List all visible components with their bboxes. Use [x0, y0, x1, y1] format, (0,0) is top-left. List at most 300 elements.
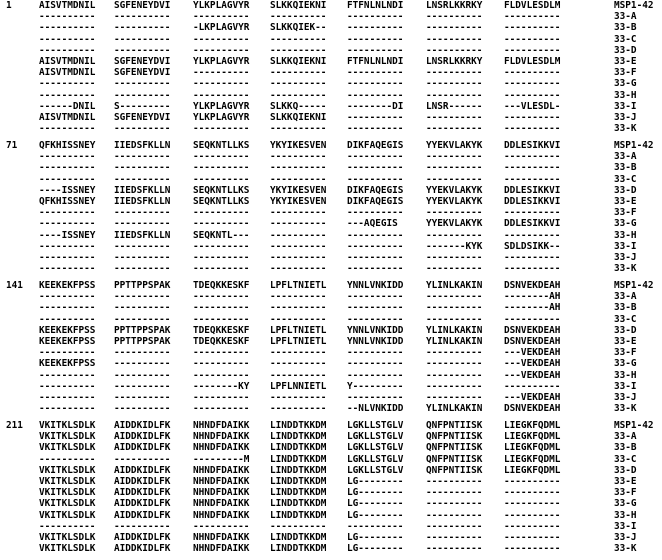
- alignment-row: [0, 521, 662, 532]
- sequence-segment: ----------: [193, 44, 250, 56]
- sequence-segment: ----------: [39, 369, 96, 381]
- sequence-segment: ----ISSNEY: [39, 184, 96, 196]
- sequence-segment: YYEKVLAKYK: [426, 184, 483, 196]
- sequence-segment: IIEDSFKLLN: [114, 196, 171, 207]
- sequence-segment: LINDDTKKDM: [270, 442, 327, 454]
- sequence-segment: ----------: [193, 11, 250, 23]
- sequence-segment: S---------: [114, 100, 171, 112]
- sequence-segment: ----------: [39, 162, 96, 174]
- sequence-segment: ----------: [39, 22, 96, 34]
- sequence-segment: ----------: [270, 263, 327, 275]
- sequence-segment: ----------: [39, 123, 96, 135]
- sequence-segment: ----------: [114, 291, 171, 303]
- sequence-segment: ----------: [270, 291, 327, 303]
- sequence-segment: -------KYK: [426, 240, 483, 252]
- sequence-segment: NHNDFDAIKK: [193, 509, 250, 521]
- sequence-segment: YNNLVNKIDD: [347, 336, 404, 347]
- sequence-segment: YNNLVNKIDD: [347, 324, 404, 336]
- sequence-segment: DIKFAQEGIS: [347, 196, 404, 207]
- sequence-segment: ----------: [114, 218, 171, 230]
- sequence-segment: LINDDTKKDM: [270, 453, 327, 465]
- sequence-name: 33-H: [614, 509, 637, 521]
- sequence-segment: ----------: [347, 392, 404, 403]
- alignment-row: [0, 22, 662, 33]
- sequence-segment: ----------: [426, 151, 483, 163]
- residue-position-label: 1: [6, 0, 12, 11]
- sequence-segment: ----------: [347, 112, 404, 123]
- sequence-segment: ----------: [347, 89, 404, 101]
- sequence-segment: ----------: [426, 302, 483, 314]
- sequence-segment: AISVTMDNIL: [39, 112, 96, 123]
- sequence-segment: AIDDKIDLFK: [114, 487, 171, 499]
- sequence-name: 33-C: [614, 173, 637, 185]
- sequence-name: 33-G: [614, 498, 637, 510]
- sequence-segment: ----------: [504, 33, 561, 45]
- sequence-segment: ----------: [193, 207, 250, 219]
- sequence-segment: ----------: [347, 240, 404, 252]
- sequence-segment: ----------: [347, 151, 404, 163]
- sequence-segment: --------AH: [504, 302, 561, 314]
- alignment-row: [0, 230, 662, 241]
- sequence-segment: LINDDTKKDM: [270, 487, 327, 499]
- sequence-name: 33-I: [614, 100, 637, 112]
- sequence-segment: ----------: [270, 207, 327, 219]
- sequence-segment: ----------: [504, 229, 561, 241]
- sequence-name: 33-E: [614, 56, 637, 67]
- alignment-row: [0, 370, 662, 381]
- sequence-segment: NHNDFDAIKK: [193, 532, 250, 543]
- sequence-segment: YLINLKAKIN: [426, 280, 483, 291]
- alignment-row: [0, 90, 662, 101]
- sequence-segment: ----------: [270, 313, 327, 325]
- sequence-segment: ----------: [504, 67, 561, 79]
- sequence-segment: NHNDFDAIKK: [193, 442, 250, 454]
- sequence-name: 33-E: [614, 336, 637, 347]
- sequence-segment: SGFENEYDVI: [114, 112, 171, 123]
- sequence-name: 33-C: [614, 33, 637, 45]
- sequence-segment: ---AQEGIS: [347, 218, 398, 230]
- sequence-segment: YKYIKESVEN: [270, 184, 327, 196]
- sequence-segment: ----------: [347, 123, 404, 135]
- sequence-segment: ----------: [504, 487, 561, 499]
- sequence-segment: ----------: [39, 207, 96, 219]
- sequence-segment: ----------: [347, 291, 404, 303]
- sequence-segment: ----------: [426, 476, 483, 487]
- sequence-segment: ----------: [270, 240, 327, 252]
- sequence-segment: LINDDTKKDM: [270, 431, 327, 443]
- sequence-segment: ----------: [39, 252, 96, 263]
- sequence-segment: LNSRLKKRKY: [426, 0, 483, 11]
- sequence-segment: ---VLESDL-: [504, 100, 561, 112]
- alignment-row: [0, 291, 662, 302]
- sequence-segment: ----------: [504, 11, 561, 23]
- sequence-segment: AIDDKIDLFK: [114, 532, 171, 543]
- sequence-segment: -LKPLAGVYR: [193, 22, 250, 34]
- sequence-segment: ----------: [426, 162, 483, 174]
- sequence-segment: ----------: [193, 33, 250, 45]
- sequence-name: 33-C: [614, 313, 637, 325]
- sequence-segment: SEQKNTL---: [193, 229, 250, 241]
- sequence-segment: LIEGKFQDML: [504, 431, 561, 443]
- sequence-segment: SLKKQ-----: [270, 100, 327, 112]
- sequence-segment: VKITKLSDLK: [39, 464, 96, 476]
- sequence-segment: NHNDFDAIKK: [193, 543, 250, 555]
- sequence-segment: ----------: [426, 89, 483, 101]
- sequence-segment: YKYIKESVEN: [270, 196, 327, 207]
- sequence-segment: ----------: [504, 112, 561, 123]
- sequence-segment: ----------: [114, 358, 171, 370]
- sequence-segment: NHNDFDAIKK: [193, 420, 250, 431]
- sequence-segment: LPFLTNIETL: [270, 280, 327, 291]
- sequence-segment: ----------: [114, 369, 171, 381]
- sequence-segment: ----------: [114, 44, 171, 56]
- sequence-segment: SLKKQIEKNI: [270, 0, 327, 11]
- sequence-name: 33-F: [614, 487, 637, 499]
- sequence-segment: NHNDFDAIKK: [193, 487, 250, 499]
- sequence-name: 33-H: [614, 369, 637, 381]
- alignment-row: [0, 196, 662, 207]
- sequence-segment: VKITKLSDLK: [39, 442, 96, 454]
- sequence-name: 33-E: [614, 476, 637, 487]
- sequence-segment: DDLESIKKVI: [504, 218, 561, 230]
- sequence-segment: PPTTPPSPAK: [114, 280, 171, 291]
- sequence-segment: QNFPNTIISK: [426, 442, 483, 454]
- alignment-row: [0, 11, 662, 22]
- sequence-segment: ----------: [270, 302, 327, 314]
- sequence-segment: ----------: [426, 487, 483, 499]
- sequence-segment: AIDDKIDLFK: [114, 509, 171, 521]
- sequence-segment: AIDDKIDLFK: [114, 420, 171, 431]
- sequence-segment: YYEKVLAKYK: [426, 196, 483, 207]
- sequence-segment: LGKLLSTGLV: [347, 453, 404, 465]
- sequence-segment: ----------: [347, 252, 404, 263]
- sequence-name: 33-I: [614, 520, 637, 532]
- sequence-segment: ----------: [426, 11, 483, 23]
- alignment-row: [0, 0, 662, 11]
- sequence-segment: VKITKLSDLK: [39, 532, 96, 543]
- sequence-segment: ----------: [426, 207, 483, 219]
- sequence-segment: QNFPNTIISK: [426, 431, 483, 443]
- sequence-segment: QNFPNTIISK: [426, 464, 483, 476]
- sequence-name: 33-K: [614, 123, 637, 135]
- sequence-segment: ----------: [39, 11, 96, 23]
- sequence-segment: ----------: [426, 44, 483, 56]
- sequence-segment: ----------: [114, 22, 171, 34]
- sequence-segment: ----------: [114, 78, 171, 90]
- sequence-segment: ----------: [347, 44, 404, 56]
- sequence-segment: ----------: [426, 22, 483, 34]
- sequence-segment: ----------: [347, 369, 404, 381]
- sequence-segment: ----------: [270, 520, 327, 532]
- sequence-segment: IIEDSFKLLN: [114, 184, 171, 196]
- sequence-segment: ----------: [193, 78, 250, 90]
- sequence-segment: FLDVLESDLM: [504, 56, 561, 67]
- sequence-segment: KEEKEKFPSS: [39, 280, 96, 291]
- sequence-segment: ----------: [193, 302, 250, 314]
- sequence-name: 33-H: [614, 229, 637, 241]
- alignment-row: [0, 185, 662, 196]
- sequence-segment: ----------: [347, 207, 404, 219]
- sequence-segment: LINDDTKKDM: [270, 420, 327, 431]
- sequence-segment: ----------: [114, 520, 171, 532]
- sequence-segment: SLKKQIEKNI: [270, 56, 327, 67]
- alignment-row: [0, 325, 662, 336]
- alignment-row: [0, 476, 662, 487]
- sequence-segment: VKITKLSDLK: [39, 476, 96, 487]
- sequence-segment: VKITKLSDLK: [39, 543, 96, 555]
- sequence-segment: ----------: [39, 453, 96, 465]
- sequence-segment: ----------: [347, 263, 404, 275]
- sequence-segment: LPFLNNIETL: [270, 380, 327, 392]
- alignment-row: [0, 431, 662, 442]
- sequence-name: MSP1-42: [614, 420, 654, 431]
- sequence-segment: ----------: [426, 112, 483, 123]
- sequence-segment: ----------: [270, 123, 327, 135]
- alignment-row: [0, 454, 662, 465]
- sequence-segment: ----------: [193, 347, 250, 359]
- sequence-segment: ----------: [193, 403, 250, 415]
- sequence-segment: ----------: [504, 520, 561, 532]
- sequence-segment: ----------: [426, 532, 483, 543]
- sequence-segment: ----------: [114, 89, 171, 101]
- sequence-name: 33-C: [614, 453, 637, 465]
- residue-position-label: 211: [6, 420, 23, 431]
- sequence-segment: ----------: [114, 123, 171, 135]
- sequence-segment: AIDDKIDLFK: [114, 476, 171, 487]
- sequence-segment: ----------: [270, 347, 327, 359]
- sequence-segment: ----------: [193, 151, 250, 163]
- sequence-name: 33-G: [614, 358, 637, 370]
- alignment-row: [0, 174, 662, 185]
- sequence-segment: ----------: [426, 543, 483, 555]
- sequence-segment: SGFENEYDVI: [114, 67, 171, 79]
- sequence-segment: VKITKLSDLK: [39, 420, 96, 431]
- sequence-name: 33-J: [614, 252, 637, 263]
- sequence-segment: LG--------: [347, 498, 404, 510]
- sequence-segment: LGKLLSTGLV: [347, 420, 404, 431]
- sequence-segment: AIDDKIDLFK: [114, 543, 171, 555]
- sequence-segment: ---VEKDEAH: [504, 358, 561, 370]
- sequence-segment: ----------: [270, 44, 327, 56]
- sequence-segment: ----------: [347, 313, 404, 325]
- sequence-segment: ----------: [270, 151, 327, 163]
- sequence-segment: ------DNIL: [39, 100, 96, 112]
- alignment-row: [0, 280, 662, 291]
- sequence-segment: ----------: [504, 476, 561, 487]
- alignment-row: [0, 207, 662, 218]
- sequence-segment: ----------: [504, 252, 561, 263]
- sequence-name: MSP1-42: [614, 280, 654, 291]
- alignment-row: [0, 420, 662, 431]
- sequence-segment: --NLVNKIDD: [347, 403, 404, 415]
- sequence-segment: ----------: [193, 89, 250, 101]
- sequence-segment: AIDDKIDLFK: [114, 464, 171, 476]
- sequence-segment: ----------: [270, 229, 327, 241]
- sequence-segment: ----------: [426, 520, 483, 532]
- sequence-segment: ----------: [426, 392, 483, 403]
- sequence-segment: ----------: [114, 380, 171, 392]
- sequence-segment: NHNDFDAIKK: [193, 464, 250, 476]
- sequence-segment: LGKLLSTGLV: [347, 431, 404, 443]
- sequence-segment: KEEKEKFPSS: [39, 336, 96, 347]
- sequence-segment: YLINLKAKIN: [426, 324, 483, 336]
- sequence-segment: ----------: [270, 392, 327, 403]
- sequence-segment: --------KY: [193, 380, 250, 392]
- sequence-segment: ----------: [114, 11, 171, 23]
- sequence-segment: DDLESIKKVI: [504, 140, 561, 151]
- sequence-name: MSP1-42: [614, 140, 654, 151]
- sequence-name: 33-B: [614, 162, 637, 174]
- sequence-segment: ----------: [426, 291, 483, 303]
- sequence-segment: ----------: [39, 392, 96, 403]
- sequence-segment: ----------: [426, 33, 483, 45]
- sequence-segment: ----------: [39, 380, 96, 392]
- sequence-name: 33-A: [614, 291, 637, 303]
- sequence-name: 33-G: [614, 218, 637, 230]
- sequence-segment: LINDDTKKDM: [270, 543, 327, 555]
- sequence-segment: ----------: [114, 33, 171, 45]
- alignment-row: [0, 465, 662, 476]
- sequence-segment: LINDDTKKDM: [270, 498, 327, 510]
- alignment-row: [0, 442, 662, 453]
- sequence-segment: SEQKNTLLKS: [193, 196, 250, 207]
- sequence-segment: SEQKNTLLKS: [193, 184, 250, 196]
- sequence-segment: SEQKNTLLKS: [193, 140, 250, 151]
- sequence-segment: IIEDSFKLLN: [114, 140, 171, 151]
- sequence-segment: PPTTPPSPAK: [114, 336, 171, 347]
- sequence-segment: DIKFAQEGIS: [347, 184, 404, 196]
- sequence-name: 33-K: [614, 543, 637, 555]
- sequence-segment: LINDDTKKDM: [270, 476, 327, 487]
- alignment-row: [0, 314, 662, 325]
- sequence-name: 33-A: [614, 11, 637, 23]
- alignment-row: [0, 498, 662, 509]
- sequence-segment: Y---------: [347, 380, 404, 392]
- sequence-segment: SLKKQIEKNI: [270, 112, 327, 123]
- sequence-segment: ----------: [504, 263, 561, 275]
- alignment-row: [0, 358, 662, 369]
- sequence-segment: ----------: [39, 347, 96, 359]
- sequence-segment: QFKHISSNEY: [39, 196, 96, 207]
- sequence-segment: LINDDTKKDM: [270, 509, 327, 521]
- sequence-segment: YLKPLAGVYR: [193, 56, 250, 67]
- sequence-segment: ----------: [504, 44, 561, 56]
- sequence-segment: ----------: [39, 33, 96, 45]
- sequence-segment: LGKLLSTGLV: [347, 464, 404, 476]
- sequence-segment: ----------: [426, 78, 483, 90]
- sequence-name: 33-K: [614, 263, 637, 275]
- sequence-name: 33-B: [614, 22, 637, 34]
- alignment-row: [0, 67, 662, 78]
- sequence-segment: AISVTMDNIL: [39, 67, 96, 79]
- sequence-segment: ----------: [504, 498, 561, 510]
- alignment-row: [0, 302, 662, 313]
- sequence-segment: QNFPNTIISK: [426, 453, 483, 465]
- alignment-row: [0, 381, 662, 392]
- sequence-segment: SLKKQIEK--: [270, 22, 327, 34]
- alignment-row: [0, 403, 662, 414]
- sequence-segment: SGFENEYDVI: [114, 0, 171, 11]
- sequence-segment: FLDVLESDLM: [504, 0, 561, 11]
- sequence-segment: ----------: [193, 173, 250, 185]
- sequence-segment: VKITKLSDLK: [39, 509, 96, 521]
- sequence-segment: ----------: [114, 173, 171, 185]
- sequence-name: 33-F: [614, 67, 637, 79]
- sequence-segment: ----------: [39, 89, 96, 101]
- sequence-name: 33-D: [614, 324, 637, 336]
- sequence-segment: AIDDKIDLFK: [114, 431, 171, 443]
- sequence-name: 33-J: [614, 112, 637, 123]
- sequence-segment: DSNVEKDEAH: [504, 280, 561, 291]
- sequence-segment: ----------: [504, 173, 561, 185]
- sequence-segment: ----------: [193, 358, 250, 370]
- sequence-segment: ----------: [426, 347, 483, 359]
- sequence-segment: LG--------: [347, 543, 404, 555]
- sequence-segment: ----------: [114, 403, 171, 415]
- sequence-segment: NHNDFDAIKK: [193, 431, 250, 443]
- sequence-segment: ---VEKDEAH: [504, 347, 561, 359]
- sequence-segment: ----------: [193, 218, 250, 230]
- sequence-segment: VKITKLSDLK: [39, 498, 96, 510]
- sequence-segment: ----------: [114, 151, 171, 163]
- sequence-segment: NHNDFDAIKK: [193, 498, 250, 510]
- sequence-segment: IIEDSFKLLN: [114, 229, 171, 241]
- sequence-segment: LG--------: [347, 476, 404, 487]
- alignment-row: [0, 78, 662, 89]
- sequence-segment: PPTTPPSPAK: [114, 324, 171, 336]
- sequence-segment: ----------: [426, 498, 483, 510]
- sequence-segment: ----------: [270, 403, 327, 415]
- sequence-segment: TDEQKKESKF: [193, 280, 250, 291]
- sequence-segment: ----------: [426, 123, 483, 135]
- sequence-segment: TDEQKKESKF: [193, 336, 250, 347]
- sequence-segment: ----------: [114, 392, 171, 403]
- sequence-segment: NHNDFDAIKK: [193, 476, 250, 487]
- sequence-segment: ----ISSNEY: [39, 229, 96, 241]
- sequence-segment: ----------: [39, 240, 96, 252]
- residue-position-label: 71: [6, 140, 18, 151]
- sequence-segment: YLKPLAGVYR: [193, 112, 250, 123]
- alignment-row: [0, 347, 662, 358]
- sequence-segment: ----------: [504, 22, 561, 34]
- sequence-segment: ----------: [270, 78, 327, 90]
- sequence-name: 33-B: [614, 302, 637, 314]
- sequence-segment: FTFNLNLNDI: [347, 56, 404, 67]
- sequence-segment: ----------: [193, 67, 250, 79]
- sequence-segment: YLKPLAGVYR: [193, 0, 250, 11]
- sequence-segment: AIDDKIDLFK: [114, 442, 171, 454]
- sequence-segment: SGFENEYDVI: [114, 56, 171, 67]
- alignment-row: [0, 34, 662, 45]
- sequence-segment: ----------: [347, 22, 404, 34]
- sequence-segment: QFKHISSNEY: [39, 140, 96, 151]
- sequence-segment: ----------: [270, 11, 327, 23]
- sequence-segment: ----------: [504, 313, 561, 325]
- sequence-segment: LIEGKFQDML: [504, 464, 561, 476]
- sequence-segment: ----------: [193, 252, 250, 263]
- sequence-segment: LGKLLSTGLV: [347, 442, 404, 454]
- sequence-name: 33-I: [614, 380, 637, 392]
- sequence-segment: ----------: [39, 313, 96, 325]
- sequence-segment: YYEKVLAKYK: [426, 218, 483, 230]
- sequence-segment: ----------: [114, 240, 171, 252]
- sequence-segment: ----------: [426, 67, 483, 79]
- sequence-name: 33-F: [614, 207, 637, 219]
- sequence-segment: ----------: [193, 123, 250, 135]
- sequence-name: 33-A: [614, 431, 637, 443]
- sequence-segment: ----------: [504, 532, 561, 543]
- sequence-segment: DSNVEKDEAH: [504, 403, 561, 415]
